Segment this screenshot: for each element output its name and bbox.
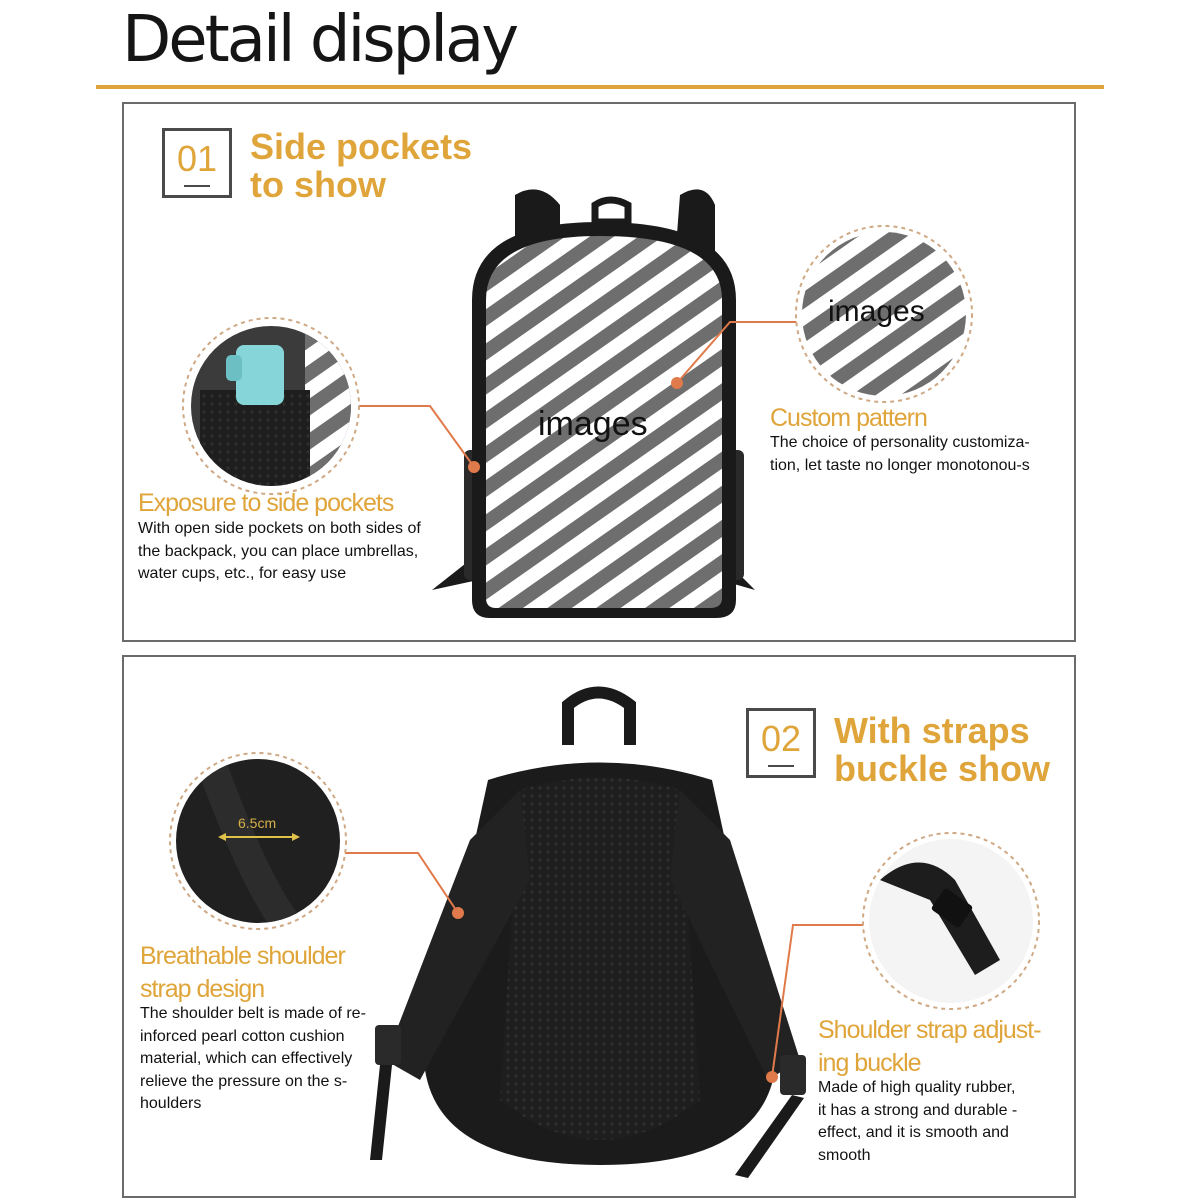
desc-line: tion, let taste no longer monotonou-s — [770, 456, 1030, 474]
section-heading — [834, 712, 1050, 788]
title-line: Shoulder strap adjust- — [818, 1016, 1041, 1044]
pattern-placeholder-label: images — [538, 405, 648, 443]
buckle-closeup — [863, 833, 1040, 1010]
number-underline — [768, 765, 794, 767]
section-heading-line: to show — [250, 164, 386, 205]
section-number-box — [162, 128, 232, 198]
buckle-title — [818, 1014, 1041, 1080]
desc-line: material, which can effectively — [140, 1050, 353, 1067]
title-line: ing buckle — [818, 1049, 921, 1077]
title-line: strap design — [140, 975, 265, 1003]
strap-description — [140, 1003, 366, 1116]
strap-width-measure: 6.5cm — [238, 815, 277, 831]
section-heading — [250, 128, 472, 204]
section-number: 01 — [176, 138, 218, 179]
number-underline — [184, 185, 210, 187]
section-heading-line: Side pockets — [250, 126, 473, 167]
pattern-circle-label: images — [828, 295, 925, 328]
desc-line: it has a strong and durable - — [818, 1101, 1018, 1119]
section-number-box — [746, 708, 816, 778]
back-backpack-image — [370, 693, 806, 1179]
desc-line: inforced pearl cotton cushion — [140, 1027, 345, 1045]
desc-line: smooth — [818, 1146, 871, 1164]
desc-line: water cups, etc., for easy use — [138, 565, 347, 582]
section-number: 02 — [760, 718, 802, 759]
desc-line: relieve the pressure on the s- — [140, 1072, 348, 1090]
desc-line: With open side pockets on both sides of — [138, 520, 421, 537]
section-heading-line: With straps — [834, 710, 1030, 751]
strap-title — [140, 940, 345, 1006]
desc-line: effect, and it is smooth and — [818, 1124, 1009, 1141]
side-pocket-closeup — [183, 318, 359, 494]
desc-line: The choice of personality customiza- — [770, 434, 1030, 451]
side-pocket-title: Exposure to side pockets — [138, 489, 394, 517]
desc-line: Made of high quality rubber, — [818, 1079, 1016, 1096]
buckle-description — [818, 1077, 1017, 1167]
side-pocket-description — [138, 518, 421, 586]
section-heading-line: buckle show — [834, 748, 1051, 789]
desc-line: The shoulder belt is made of re- — [140, 1005, 366, 1022]
strap-closeup — [170, 753, 350, 940]
desc-line: the backpack, you can place umbrellas, — [138, 542, 419, 560]
title-line: Breathable shoulder — [140, 942, 345, 970]
custom-pattern-description — [770, 432, 1030, 477]
desc-line: houlders — [140, 1095, 202, 1112]
custom-pattern-title: Custom pattern — [770, 404, 927, 432]
page-title: Detail display — [122, 3, 517, 77]
